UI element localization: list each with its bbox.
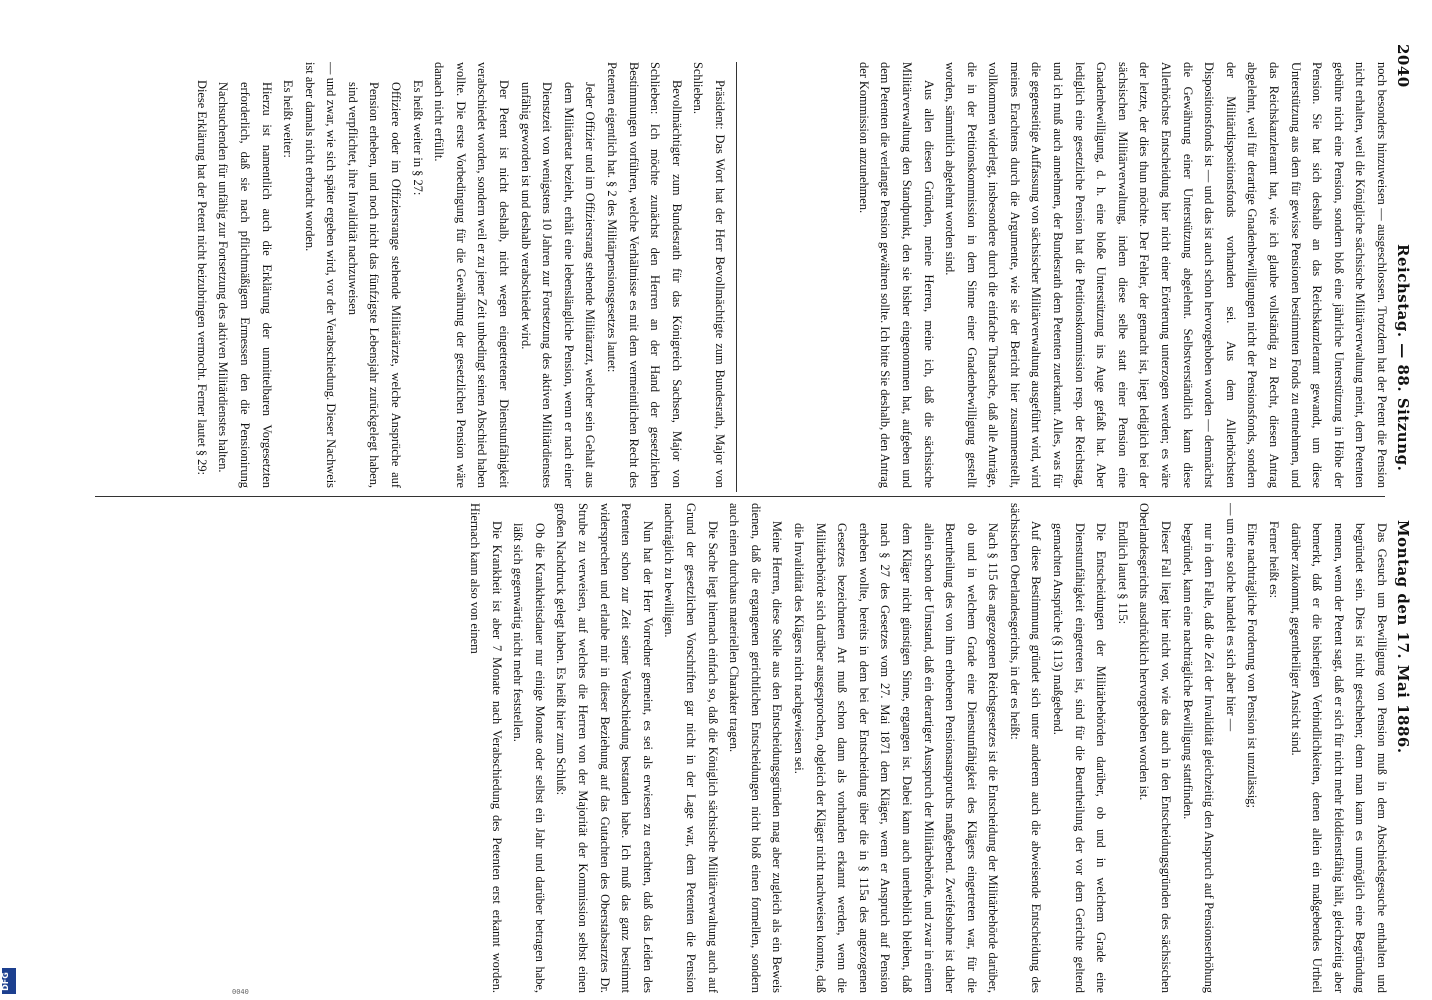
column-divider-mid: [736, 62, 737, 492]
paragraph: Nun hat der Herr Vorredner gemeint, es sei als erwiesen zu erachten, daß das Leiden des Petenten schon zur Zeit seiner Verabschiedung bestanden habe. Ich muß das ganz bestimmt widersprechen und erlaube mir in dieser Beziehung auf das Gutachten des Oberstabsarztes Dr. Strube zu verweisen, auf welches die Herren von der Majorität der Kommission selbst einen großen Nachdruck gelegt haben. Es heißt hier zum Schluß:: [554, 503, 655, 993]
quote: Das Gesuch um Bewilligung von Pension muß in dem Abschiedsgesuche enthalten und begründet sein. Dies ist nicht geschehen; denn man kann es unmöglich eine Begründung nennen, wenn der Petent sagt, daß er sich für nicht mehr felddienstfähig hält, gleichzeitig aber bemerkt, daß er die bisherigen Verbindlichkeiten, denen allein ein maßgebendes Urtheil darüber zukommt, gegentheiliger Ansicht sind.: [1288, 523, 1389, 993]
paragraph: Dieser Fall liegt hier nicht vor, wie das auch in den Entscheidungsgründen des sächsischen Oberlandesgerichts ausdrücklich hervorgehoben worden ist.: [1137, 503, 1174, 993]
quote: Die Entscheidungen der Militärbehörden darüber, ob und in welchem Grade eine Dienstunfähigkeit eingetreten ist, sind für die Beurtheilung der vor dem Gerichte geltend gemachten Ansprüche (§ 113) maßgebend.: [1051, 523, 1109, 993]
paragraph: Endlich lautet § 115:: [1115, 521, 1130, 625]
paragraph: Auf diese Bestimmung gründet sich unter anderem auch die abweisende Entscheidung des sächsischen Oberlandesgerichts, in der es heißt:: [1007, 503, 1044, 993]
column-3: [102, 503, 1392, 993]
footer-number: 0040: [232, 988, 249, 996]
paragraph: Die Krankheit ist aber 7 Monate nach Verabschiedung des Petenten erst erkannt worden. Hiernach kann also von einem: [468, 503, 504, 993]
paragraph: Ferner heißt es:: [1267, 521, 1282, 599]
quote: Jeder Offizier und im Offiziersrang stehende Militärarzt, welcher sein Gehalt aus dem Militäretat bezieht, erhält eine lebenslängliche Pension, wenn er nach einer Dienstzeit von wenigstens 10 Jahren zur Fortsetzung des aktiven Militärdienstes unfähig geworden ist und deshalb verabschiedet wird.: [518, 82, 598, 488]
sidebar: [0, 0, 18, 1000]
paragraph: — um eine solche handelt es sich aber hier —: [1223, 503, 1238, 732]
header-session: Reichstag. — 88. Sitzung.: [1394, 244, 1412, 472]
column-2: [100, 62, 730, 488]
paragraph: — und zwar, wie sich später ergeben wird, vor der Verabschiedung. Dieser Nachweis ist aber damals nicht erbracht worden.: [302, 62, 339, 488]
dfg-logo: DFG: [2, 968, 16, 994]
quote: Nach § 115 des angezogenen Reichsgesetzes ist die Entscheidung der Militärbehörde darüber, ob und in welchem Grade eine Dienstunfähigkeit des Klägers eingetreten war, für die Beurtheilung des von ihm erhobenen Pensionsanspruchs maßgebend. Zweifelsohne ist daher allein schon der Umstand, daß ein derartiger Ausspruch der Militärbehörde, und zwar in einem dem Kläger nicht günstigen Sinne, ergangen ist. Dabei kann auch unerheblich bleiben, daß nach § 27 des Gesetzes vom 27. Mai 1871 dem Kläger, wenn er Anspruch auf Pension erheben wollte, bereits in dem bei der Entscheidung über die in § 115a des angezogenen Gesetzes bezeichneten Art muß schon dann als vorhanden erkannt werden, wenn die Militärbehörde sich darüber ausgesprochen, obgleich der Kläger nicht nachweisen konnte, daß die Invalidität des Klägers nicht nachgewiesen sei.: [791, 523, 1001, 993]
paragraph: Die Sache liegt hiernach einfach so, daß die Königlich sächsische Militärverwaltung auch auf Grund der gesetzlichen Vorschriften gar nicht in der Lage war, dem Petenten die Pension nachträglich zu bewilligen.: [662, 503, 720, 993]
quote: nur in dem Falle, daß die Zeit der Invalidität gleichzeitig den Anspruch auf Pensionserhöhung begründet, kann eine nachträgliche Bewilligung stattfinden.: [1180, 523, 1217, 993]
quote: Ob die Krankheitsdauer nur einige Monate oder selbst ein Jahr und darüber betragen habe, läßt sich gegenwärtig nicht mehr feststellen.: [511, 523, 547, 993]
paragraph: Aus allen diesen Gründen, meine Herren, meine ich, daß die sächsische Militärverwaltung den Standpunkt, den sie bisher eingenommen hat, aufgeben und dem Petenten die verlangte Pension gewähren sollte. Ich bitte Sie deshalb, den Antrag der Kommission anzunehmen.: [856, 62, 936, 488]
quote: Offiziere oder im Offiziersrange stehende Militärärzte, welche Ansprüche auf Pension erheben, und noch nicht das fünfzigste Lebensjahr zurückgelegt haben, sind verpflichtet, ihre Invalidität nachzuweisen: [345, 82, 404, 488]
paragraph: Bevollmächtigter zum Bundesrath für das Königreich Sachsen, Major von Schlieben: Ich möchte zunächst den Herren an der Hand der gesetzlichen Bestimmungen vorführen, welche Verhältnisse es mit dem vermeintlichen Recht des Petenten eigentlich hat. § 2 des Militärpensionsgesetzes lautet:: [605, 62, 684, 488]
page-number: 2040: [1394, 44, 1412, 88]
column-divider-top: [95, 496, 1385, 497]
paragraph: Der Petent ist nicht deshalb, nicht wegen eingetretener Dienstunfähigkeit verabschiedet worden, sondern weil er zu jener Zeit unbedingt seinen Abschied haben wollte. Die erste Vorbedingung für die Gewährung der gesetzlichen Pension wäre danach nicht erfüllt.: [432, 62, 512, 488]
paragraph: Es heißt weiter in § 27:: [410, 80, 425, 196]
paragraph: noch besonders hinzuweisen — ausgeschlossen. Trotzdem hat der Petent die Pension nicht erhalten, weil die Königliche sächsische Militärverwaltung meint, dem Petenten gebühre nicht eine Pension, sondern bloß eine jährliche Unterstützung in Höhe der Pension. Sie hat sich deshalb an das Reichskanzleramt gewandt, um diese Unterstützung aus dem für gewisse Pensionen bestimmten Fonds zu entnehmen, und das Reichskanzleramt hat, wie ich glaube vollständig zu Recht, diesen Antrag abgelehnt, weil für derartige Gnadenbewilligungen nicht der Pensionsfonds, sondern der Militärdispositionsfonds vorhanden sei. Aus dem Allerhöchsten Dispositionsfonds ist — und das ist auch schon hervorgehoben worden — demnächst die Gewährung einer Unterstützung abgelehnt. Selbstverständlich kann diese Allerhöchste Entscheidung hier nicht einer Erörterung unterzogen werden; es wäre der letzte, der dies thun möchte. Der Fehler, der gemacht ist, liegt lediglich bei der sächsischen Militärverwaltung, indem diese selbe statt einer Pension eine Gnadenbewilligung, d. h. eine bloße Unterstützung ins Auge gefaßt hat. Aber lediglich eine gesetzliche Pension hat die Petitionskommission resp. der Reichstag, und ich muß auch annehmen, der Bundesrath dem Petenten zuerkannt. Alles, was für die gegenseitige Auffassung von sächsischer Militärverwaltung ausgeführt wird, wird meines Erachtens durch die Argumente, wie sie der Bericht hier zusammenstellt, vollkommen widerlegt, insbesondere durch die einfache Thatsache, daß alle Anträge, die in der Petitionskommission in dem Sinne einer Gnadenbewilligung gestellt worden, sämmtlich abgelehnt worden sind.: [943, 62, 1389, 488]
quote: Eine nachträgliche Forderung von Pension ist unzulässig;: [1245, 523, 1260, 808]
paragraph: Es heißt weiter:: [281, 80, 296, 158]
speaker-paragraph: Präsident: Das Wort hat der Herr Bevollmächtigte zum Bundesrath, Major von Schlieben.: [691, 62, 727, 488]
quote: Hierzu ist namentlich auch die Erklärung der unmittelbaren Vorgesetzten erforderlich, daß sie nach pflichtmäßigem Ermessen den die Pensionirung Nachsuchenden für unfähig zur Fortsetzung des aktiven Militärdienstes halten.: [216, 82, 274, 488]
header-date: Montag den 17. Mai 1886.: [1394, 520, 1412, 754]
paragraph: Meine Herren, diese Stelle aus den Entscheidungsgründen mag aber zugleich als ein Beweis dienen, daß die ergangenen gerichtlichen Entscheidungen nicht bloß einen formellen, sondern auch einen durchaus materiellen Charakter tragen.: [727, 503, 785, 993]
column-1: [752, 62, 1392, 488]
paragraph: Diese Erklärung hat der Petent nicht beizubringen vermocht. Ferner lautet § 29:: [194, 80, 209, 475]
